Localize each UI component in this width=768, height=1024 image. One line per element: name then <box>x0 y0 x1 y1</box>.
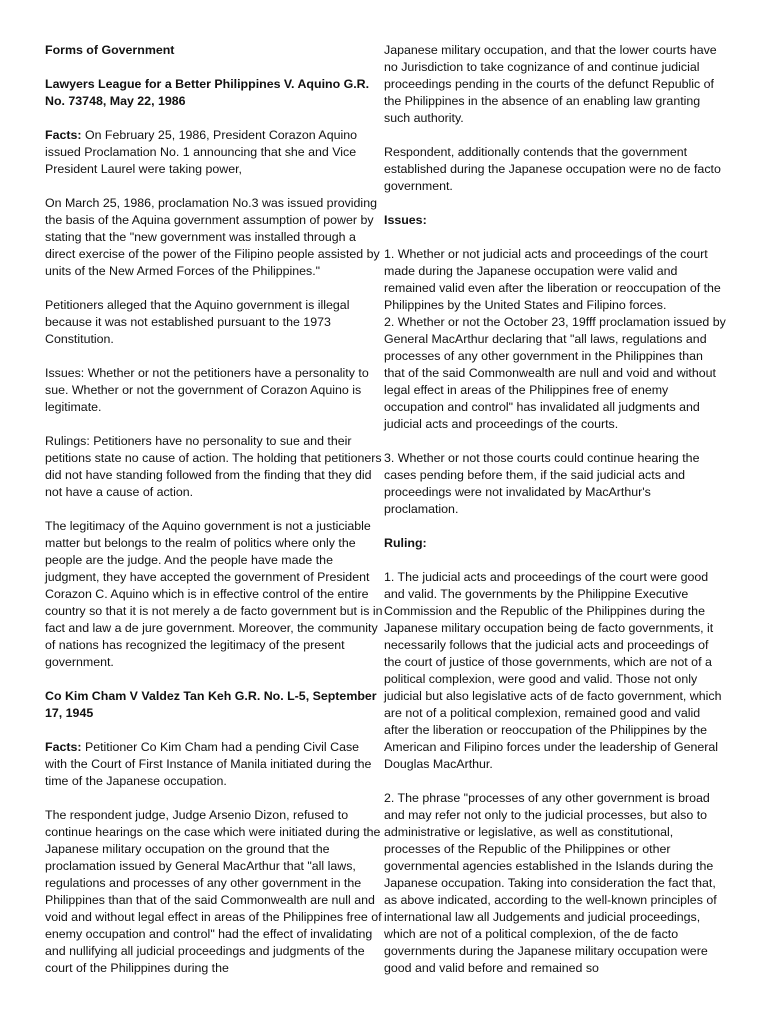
case2-facts <box>45 739 384 790</box>
case1-issues: Issues: Whether or not the petitioners have a personality to sue. Whether or not the government of Corazon Aquino is legitimate. <box>45 366 369 414</box>
issue-1: 1. Whether or not judicial acts and proceedings of the court made during the Japanese occupation were valid and remained valid even after the liberation or reoccupation of the Philippines by the United States and Filipino forces. <box>384 247 721 312</box>
ruling-heading: Ruling: <box>384 536 427 550</box>
issue-2: 2. Whether or not the October 23, 19fff proclamation issued by General MacArthur declaring that "all laws, regulations and processes of any other government in the Philippines than that of the said Commonwealth are null and void and without legal effect in areas of the Philippines free of enemy occupation and control" has invalidated all judgments and judicial acts and proceedings of the courts. <box>384 315 726 431</box>
issue-3: 3. Whether or not those courts could continue hearing the cases pending before them, if the said judicial acts and proceedings were not invalidated by MacArthur's proclamation. <box>384 451 700 516</box>
right-column <box>384 42 726 994</box>
case1-paragraph-2: On March 25, 1986, proclamation No.3 was issued providing the basis of the Aquina government assumption of power by stating that the "new government was installed through a direct exercise of the power of the Filipino people assisted by units of the New Armed Forces of the Philippines." <box>45 196 380 278</box>
case2-title: Co Kim Cham V Valdez Tan Keh G.R. No. L-5, September 17, 1945 <box>45 689 377 720</box>
case1-title: Lawyers League for a Better Philippines V. Aquino G.R. No. 73748, May 22, 1986 <box>45 77 370 108</box>
case1-facts-label: Facts: <box>45 128 82 142</box>
case2-facts-label: Facts: <box>45 740 82 754</box>
case2-paragraph-2-continued: Japanese military occupation, and that the lower courts have no Jurisdiction to take cognizance of and continue judicial proceedings pending in the courts of the defunct Republic of the Philippines in the absence of an enabling law granting such authority. <box>384 43 717 125</box>
case2-respondent-contention: Respondent, additionally contends that the government established during the Japanese occupation were no de facto government. <box>384 145 721 193</box>
issues-heading: Issues: <box>384 213 427 227</box>
ruling-2: 2. The phrase "processes of any other government is broad and may refer not only to the judicial processes, but also to administrative or legislative, as well as constitutional, processes of the Republic of the Philippines or other governmental agencies established in the Islands during the Japanese occupation. Taking into consideration the fact that, as above indicated, according to the well-known principles of international law all Judgements and judicial proceedings, which are not of a political complexion, of the de facto governments during the Japanese military occupation were good and valid before and remained so <box>384 791 717 975</box>
case1-paragraph-6: The legitimacy of the Aquino government is not a justiciable matter but belongs to the realm of politics where only the people are the judge. And the people have made the judgment, they have accepted the government of President Corazon C. Aquino which is in effective control of the entire country so that it is not merely a de facto government but is in fact and law a de jure government. Moreover, the community of nations has recognized the legitimacy of the present government. <box>45 519 383 669</box>
document-heading: Forms of Government <box>45 43 175 57</box>
ruling-1: 1. The judicial acts and proceedings of the court were good and valid. The governments by the Philippine Executive Commission and the Republic of the Philippines during the Japanese military occupation being de facto governments, it necessarily follows that the judicial acts and proceedings of the court of justice of those governments, which are not of a political complexion, were good and valid. Those not only judicial but also legislative acts of de facto government, which are not of a political complexion, remained good and valid after the liberation or reoccupation of the Philippines by the American and Filipino forces under the leadership of General Douglas MacArthur. <box>384 570 722 771</box>
case1-facts-text: On February 25, 1986, President Corazon Aquino issued Proclamation No. 1 announcing that she and Vice President Laurel were taking power, <box>45 128 358 176</box>
case2-facts-text: Petitioner Co Kim Cham had a pending Civil Case with the Court of First Instance of Manila initiated during the time of the Japanese occupation. <box>45 740 372 788</box>
issues-list <box>384 246 726 433</box>
left-column <box>45 42 384 994</box>
case1-facts <box>45 127 384 178</box>
case1-rulings: Rulings: Petitioners have no personality to sue and their petitions state no cause of action. The holding that petitioners did not have standing followed from the finding that they did not have a cause of action. <box>45 434 382 499</box>
case2-paragraph-2: The respondent judge, Judge Arsenio Dizon, refused to continue hearings on the case which were initiated during the Japanese military occupation on the ground that the proclamation issued by General MacArthur that "all laws, regulations and processes of any other government in the Philippines than that of the said Commonwealth are null and void and without legal effect in areas of the Philippines free of enemy occupation and control" had the effect of invalidating and nullifying all judicial proceedings and judgments of the court of the Philippines during the <box>45 808 382 975</box>
case1-paragraph-3: Petitioners alleged that the Aquino government is illegal because it was not established pursuant to the 1973 Constitution. <box>45 298 350 346</box>
